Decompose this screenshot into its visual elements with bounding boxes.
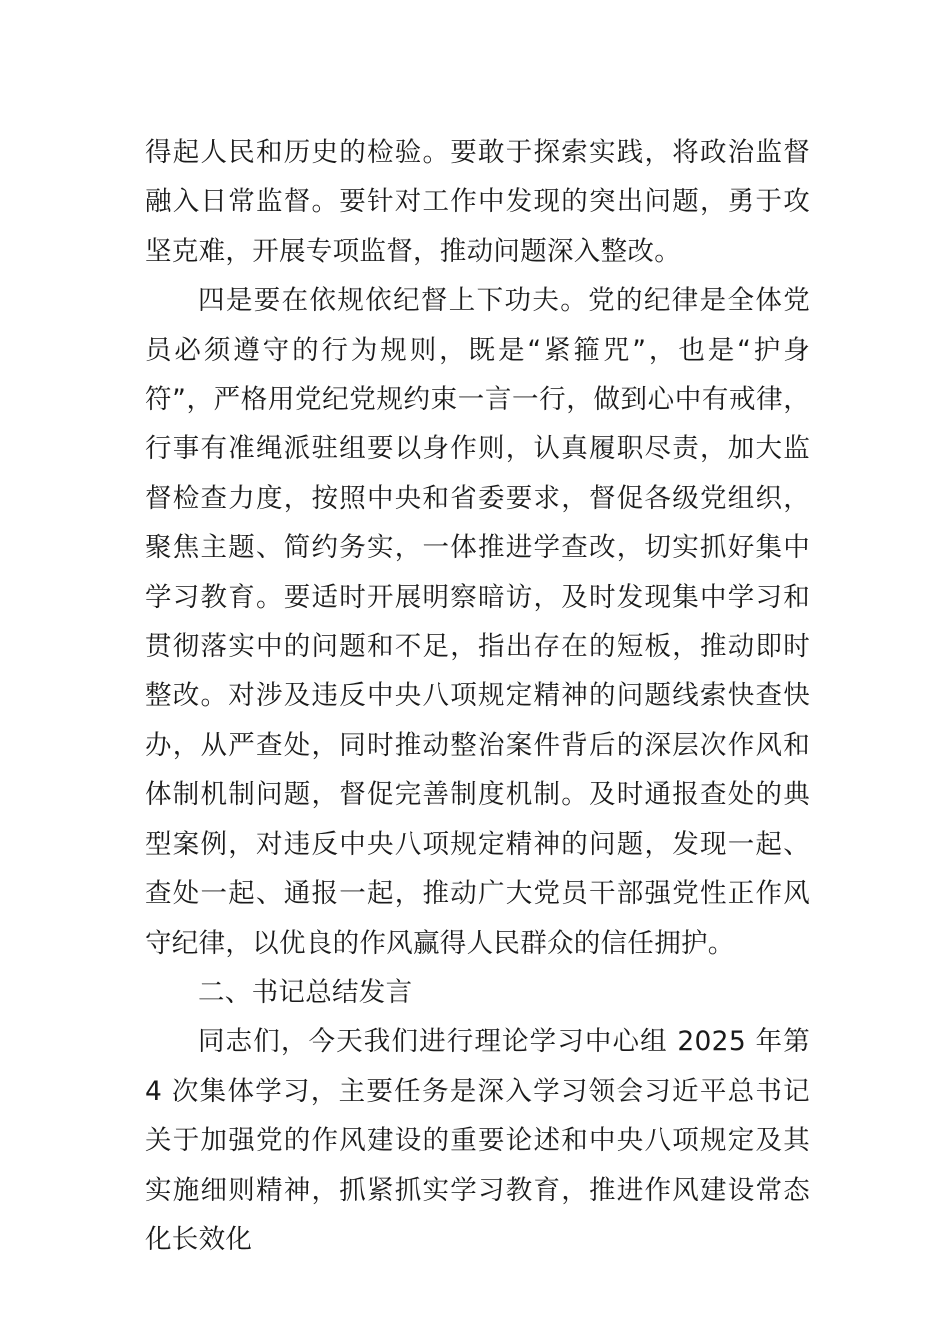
- paragraph-closing: 同志们，今天我们进行理论学习中心组 2025 年第 4 次集体学习，主要任务是深入学习领会习近平总书记关于加强党的作风建设的重要论述和中央八项规定及其实施细则精神，抓紧抓实学习教育，推进作风建设常态化长效化: [145, 1026, 810, 1255]
- body-text: [145, 128, 810, 1264]
- section-heading: 二、书记总结发言: [198, 976, 413, 1008]
- paragraph-continuation: 得起人民和历史的检验。要敢于探索实践，将政治监督融入日常监督。要针对工作中发现的突出问题，勇于攻坚克难，开展专项监督，推动问题深入整改。: [145, 137, 810, 267]
- paragraph-point-four: 四是要在依规依纪督上下功夫。党的纪律是全体党员必须遵守的行为规则，既是“紧箍咒”，也是“护身符”，严格用党纪党规约束一言一行，做到心中有戒律，行事有准绳派驻组要以身作则，认真履职尽责，加大监督检查力度，按照中央和省委要求，督促各级党组织，聚焦主题、简约务实，一体推进学查改，切实抓好集中学习教育。要适时开展明察暗访，及时发现集中学习和贯彻落实中的问题和不足，指出存在的短板，推动即时整改。对涉及违反中央八项规定精神的问题线索快查快办，从严查处，同时推动整治案件背后的深层次作风和体制机制问题，督促完善制度机制。及时通报查处的典型案例，对违反中央八项规定精神的问题，发现一起、查处一起、通报一起，推动广大党员干部强党性正作风守纪律，以优良的作风赢得人民群众的信任拥护。: [145, 285, 810, 959]
